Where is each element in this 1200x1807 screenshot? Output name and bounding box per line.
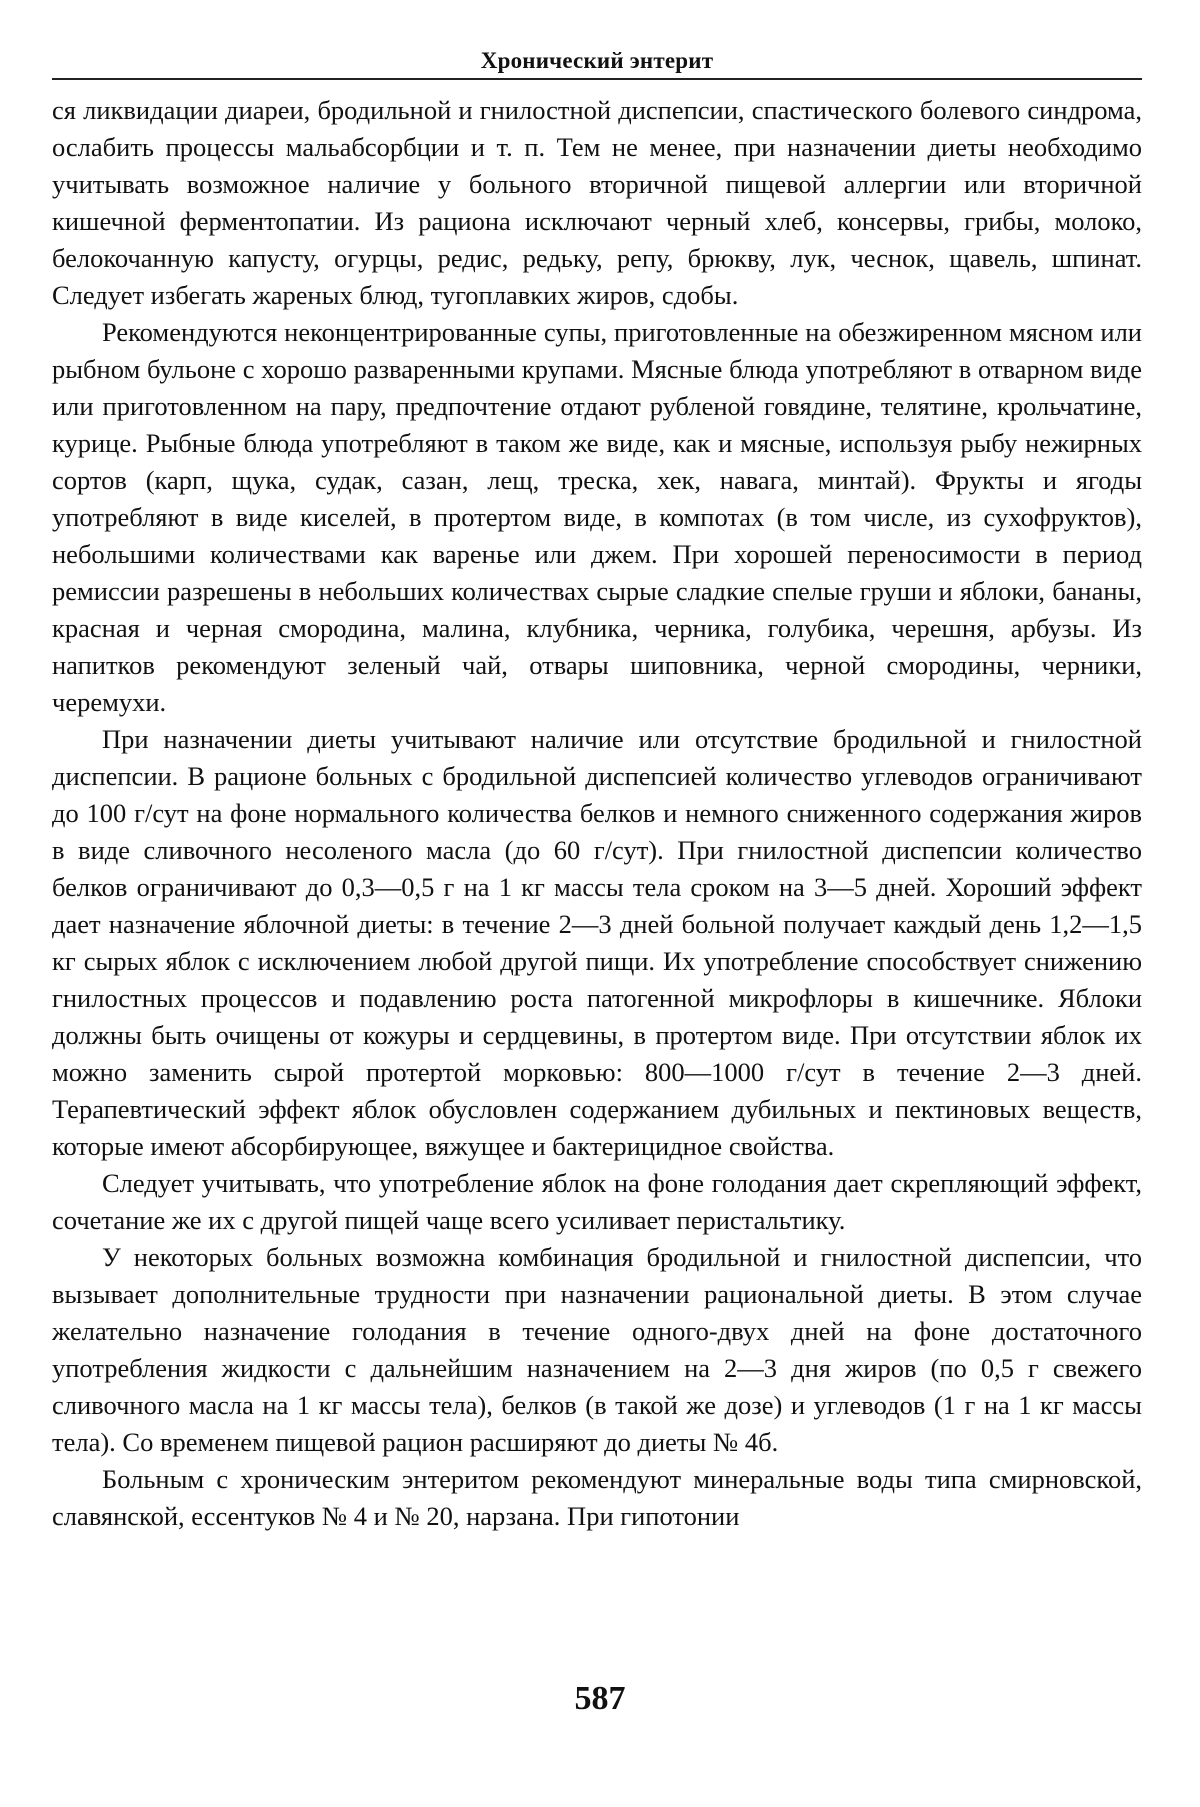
paragraph-3: При назначении диеты учитывают наличие или отсутствие бродильной и гнилостной диспепсии. В рационе больных с бродильной диспепсией количество углеводов ограничивают до 100 г/сут на фоне нормального количества белков и немного сниженного содержания жиров в виде сливочного несоленого масла (до 60 г/сут). При гнилостной диспепсии количество белков ограничивают до 0,3—0,5 г на 1 кг массы тела сроком на 3—5 дней. Хороший эффект дает назначение яблочной диеты: в течение 2—3 дней больной получает каждый день 1,2—1,5 кг сырых яблок с исключением любой другой пищи. Их употребление способствует снижению гнилостных процессов и подавлению роста патогенной микрофлоры в кишечнике. Яблоки должны быть очищены от кожуры и сердцевины, в протертом виде. При отсутствии яблок их можно заменить сырой протертой морковью: 800—1000 г/сут в течение 2—3 дней. Терапевтический эффект яблок обусловлен содержанием дубильных и пектиновых веществ, которые имеют абсорбирующее, вяжущее и бактерицидное свойства. <box>52 724 1142 1161</box>
book-page <box>52 48 1142 1535</box>
paragraph-5: У некоторых больных возможна комбинация бродильной и гнилостной диспепсии, что вызывает дополнительные трудности при назначении рациональной диеты. В этом случае желательно назначение голодания в течение одного-двух дней на фоне достаточного употребления жидкости с дальнейшим назначением на 2—3 дня жиров (по 0,5 г свежего сливочного масла на 1 кг массы тела), белков (в такой же дозе) и углеводов (1 г на 1 кг массы тела). Со временем пищевой рацион расширяют до диеты № 4б. <box>52 1242 1142 1457</box>
paragraph-4: Следует учитывать, что употребление яблок на фоне голодания дает скрепляющий эффект, сочетание же их с другой пищей чаще всего усиливает перистальтику. <box>52 1168 1142 1235</box>
paragraph-2: Рекомендуются неконцентрированные супы, приготовленные на обезжиренном мясном или рыбном бульоне с хорошо разваренными крупами. Мясные блюда употребляют в отварном виде или приготовленном на пару, предпочтение отдают рубленой говядине, телятине, крольчатине, курице. Рыбные блюда употребляют в таком же виде, как и мясные, используя рыбу нежирных сортов (карп, щука, судак, сазан, лещ, треска, хек, навага, минтай). Фрукты и ягоды употребляют в виде киселей, в протертом виде, в компотах (в том числе, из сухофруктов), небольшими количествами как варенье или джем. При хорошей переносимости в период ремиссии разрешены в небольших количествах сырые сладкие спелые груши и яблоки, бананы, красная и черная смородина, малина, клубника, черника, голубика, черешня, арбузы. Из напитков рекомендуют зеленый чай, отвары шиповника, черной смородины, черники, черемухи. <box>52 317 1142 717</box>
paragraph-6: Больным с хроническим энтеритом рекомендуют минеральные воды типа смирновской, славянской, ессентуков № 4 и № 20, нарзана. При гипотонии <box>52 1464 1142 1531</box>
body-text <box>52 92 1142 1535</box>
page-number: 587 <box>574 1680 626 1717</box>
running-title: Хронический энтерит <box>52 48 1142 80</box>
paragraph-1: ся ликвидации диареи, бродильной и гнилостной диспепсии, спастического болевого синдрома, ослабить процессы мальабсорбции и т. п. Тем не менее, при назначении диеты необходимо учитывать возможное наличие у больного вторичной пищевой аллергии или вторичной кишечной ферментопатии. Из рациона исключают черный хлеб, консервы, грибы, молоко, белокочанную капусту, огурцы, редис, редьку, репу, брюкву, лук, чеснок, щавель, шпинат. Следует избегать жареных блюд, тугоплавких жиров, сдобы. <box>52 95 1142 310</box>
